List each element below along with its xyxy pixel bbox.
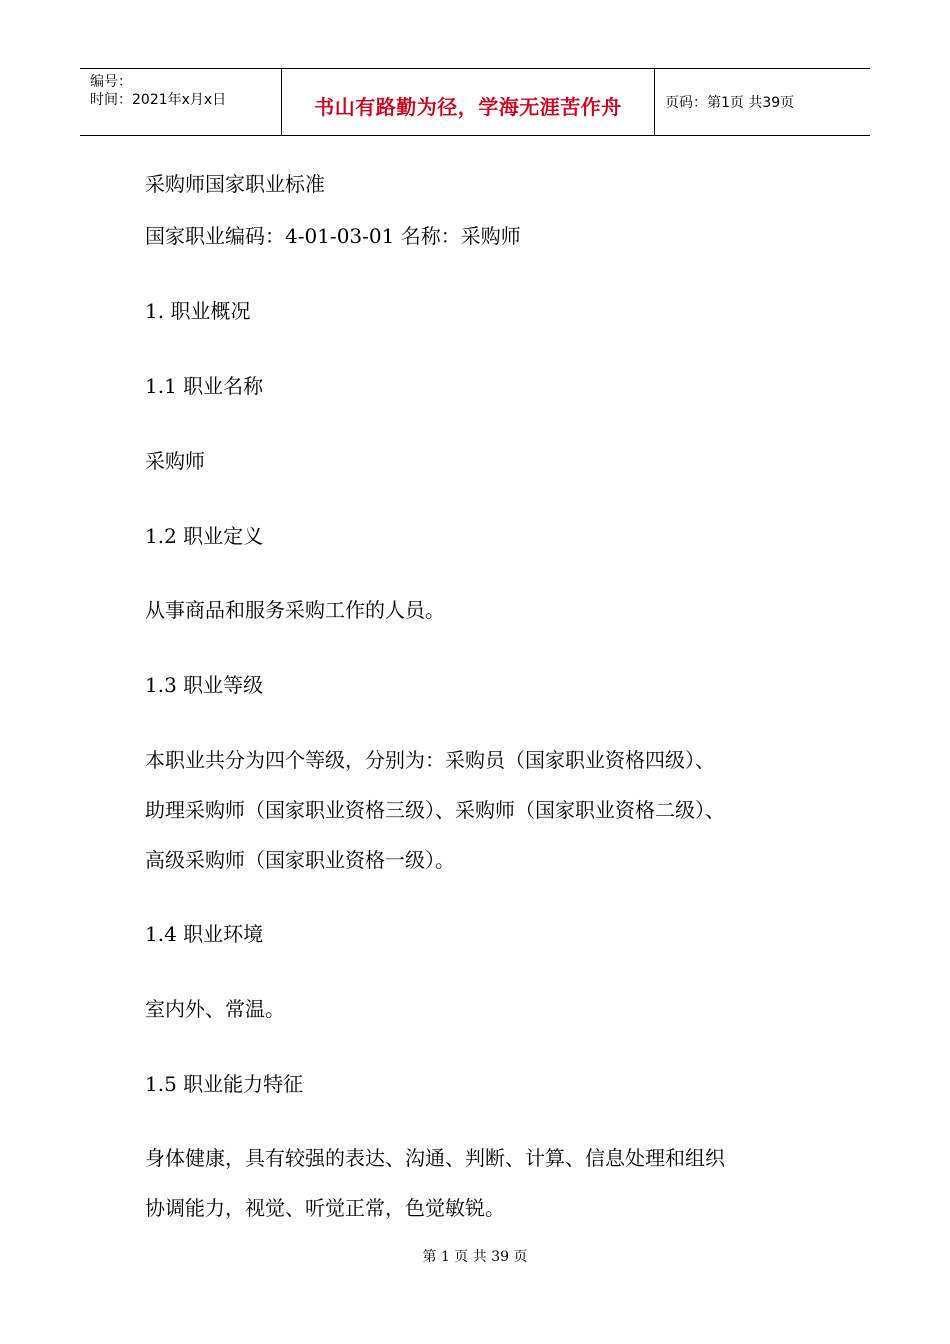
section-heading-1: 1. 职业概况: [145, 299, 251, 323]
document-date: 时间：2021年x月x日: [90, 92, 227, 108]
page-header: [80, 68, 870, 136]
section-text-1-5-line-1: 身体健康，具有较强的表达、沟通、判断、计算、信息处理和组织: [145, 1146, 725, 1170]
section-text-1-3-line-1: 本职业共分为四个等级，分别为：采购员（国家职业资格四级）、: [145, 748, 715, 772]
section-heading-1-1: 1.1 职业名称: [145, 374, 264, 398]
section-heading-1-3: 1.3 职业等级: [145, 673, 264, 697]
section-heading-1-4: 1.4 职业环境: [145, 922, 264, 946]
section-text-1-1: 采购师: [145, 449, 205, 473]
section-heading-1-5: 1.5 职业能力特征: [145, 1072, 304, 1096]
document-title: 采购师国家职业标准: [145, 172, 325, 196]
header-meta-cell: [80, 69, 282, 135]
header-motto-cell: [282, 69, 655, 135]
header-page-info: 页码：第1页 共39页: [665, 95, 795, 111]
occupation-code-line: 国家职业编码：4-01-03-01 名称：采购师: [145, 224, 521, 248]
section-text-1-3-line-3: 高级采购师（国家职业资格一级）。: [145, 848, 455, 872]
section-text-1-4: 室内外、常温。: [145, 997, 285, 1021]
section-text-1-2: 从事商品和服务采购工作的人员。: [145, 598, 445, 622]
section-text-1-5-line-2: 协调能力，视觉、听觉正常，色觉敏锐。: [145, 1196, 505, 1220]
section-text-1-3-line-2: 助理采购师（国家职业资格三级）、采购师（国家职业资格二级）、: [145, 798, 725, 822]
header-page-cell: [655, 69, 870, 135]
document-number-label: 编号：: [90, 74, 132, 90]
header-motto: 书山有路勤为径，学海无涯苦作舟: [314, 95, 622, 119]
page-footer: 第 1 页 共 39 页: [422, 1249, 528, 1265]
section-heading-1-2: 1.2 职业定义: [145, 524, 264, 548]
